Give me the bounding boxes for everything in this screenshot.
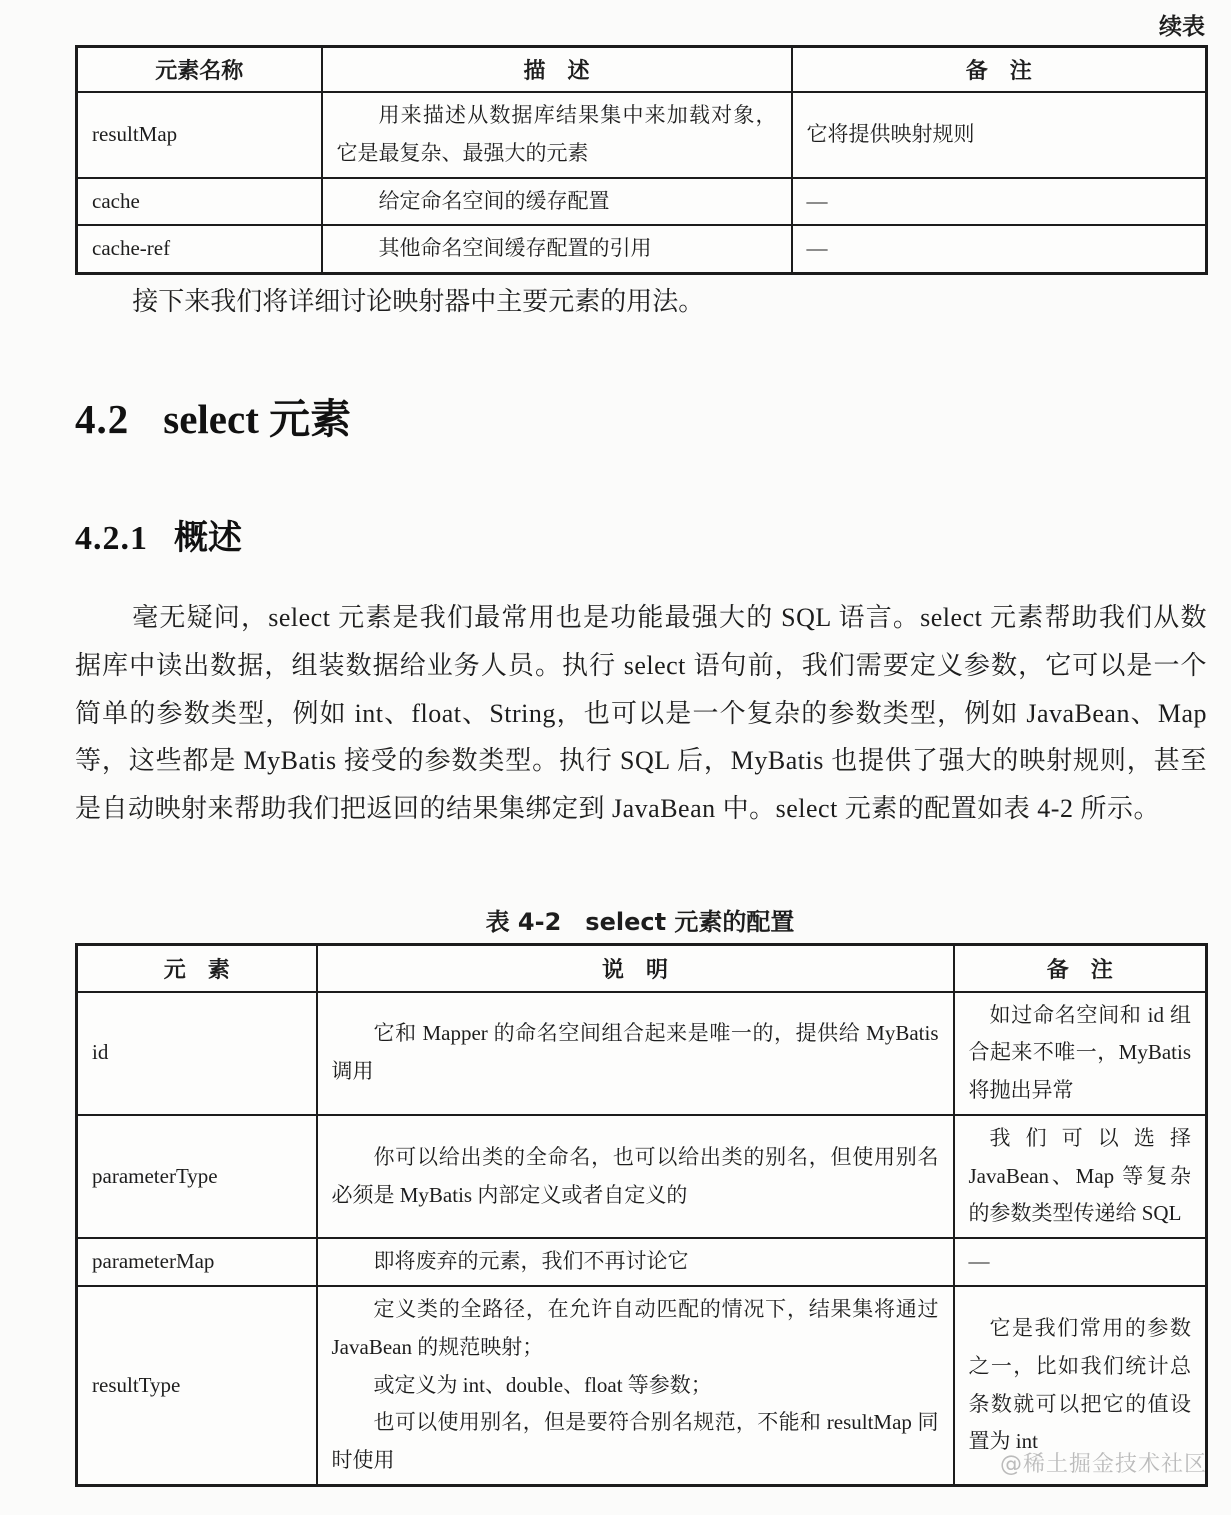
description-line: 或定义为 int、double、float 等参数； [373, 1372, 712, 1397]
remark-cell: — [954, 1238, 1207, 1286]
column-header-element-name: 元素名称 [77, 47, 322, 92]
remark-cell: 它是我们常用的参数之一，比如我们统计总条数就可以把它的值设置为 int [954, 1286, 1207, 1485]
description-line: 也可以使用别名，但是要符合别名规范，不能和 resultMap 同时使用 [331, 1410, 939, 1473]
element-name-cell: parameterMap [77, 1238, 317, 1286]
subsection-heading [75, 510, 242, 559]
remark-cell: — [792, 178, 1207, 226]
column-header-description: 描 述 [322, 47, 792, 92]
table-header-row [77, 945, 1207, 992]
table-row [77, 1115, 1207, 1238]
description-line: 定义类的全路径，在允许自动匹配的情况下，结果集将通过 JavaBean 的规范映射； [331, 1297, 939, 1359]
table-row [77, 225, 1207, 273]
column-header-remark: 备 注 [792, 47, 1207, 92]
intro-paragraph: 接下来我们将详细讨论映射器中主要元素的用法。 [132, 287, 705, 316]
element-name-cell: id [77, 992, 317, 1115]
description-cell: 即将废弃的元素，我们不再讨论它 [317, 1238, 954, 1286]
section-number: 4.2 [75, 396, 130, 442]
element-name-cell: resultType [77, 1286, 317, 1485]
column-header-explanation: 说 明 [317, 945, 954, 992]
description-cell: 用来描述从数据库结果集中来加载对象，它是最复杂、最强大的元素 [322, 92, 792, 178]
element-name-cell: cache-ref [77, 225, 322, 273]
overview-paragraph: 毫无疑问，select 元素是我们最常用也是功能最强大的 SQL 语言。select 元素帮助我们从数据库中读出数据，组装数据给业务人员。执行 select 语句前，我们需要定义参数，它可以是一个简单的参数类型，例如 int、float、String，也可以是一个复杂的参数类型，例如 JavaBean、Map 等，这些都是 MyBatis 接受的参数类型。执行 SQL 后，MyBatis 也提供了强大的映射规则，甚至是自动映射来帮助我们把返回的结果集绑定到 JavaBean 中。select 元素的配置如表 4-2 所示。 [75, 603, 1207, 824]
description-cell: 你可以给出类的全命名，也可以给出类的别名，但使用别名必须是 MyBatis 内部定义或者自定义的 [317, 1115, 954, 1238]
description-cell [317, 1286, 954, 1485]
table-caption: 表 4-2 select 元素的配置 [485, 908, 795, 936]
description-cell: 给定命名空间的缓存配置 [322, 178, 792, 226]
table-row [77, 178, 1207, 226]
select-config-table [75, 943, 1208, 1487]
site-watermark: @稀土掘金技术社区 [999, 1452, 1207, 1477]
remark-cell: 我们可以选择 JavaBean、Map 等复杂的参数类型传递给 SQL [954, 1115, 1207, 1238]
element-name-cell: parameterType [77, 1115, 317, 1238]
section-heading [75, 386, 351, 445]
remark-cell: 它将提供映射规则 [792, 92, 1207, 178]
section-title: select 元素 [163, 396, 352, 442]
table-row [77, 92, 1207, 178]
element-name-cell: cache [77, 178, 322, 226]
element-name-cell: resultMap [77, 92, 322, 178]
description-cell: 其他命名空间缓存配置的引用 [322, 225, 792, 273]
remark-cell: — [792, 225, 1207, 273]
column-header-element: 元 素 [77, 945, 317, 992]
description-cell: 它和 Mapper 的命名空间组合起来是唯一的，提供给 MyBatis 调用 [317, 992, 954, 1115]
subsection-title: 概述 [174, 520, 242, 557]
table-row [77, 992, 1207, 1115]
table-header-row [77, 47, 1207, 92]
mapper-elements-table [75, 45, 1208, 275]
subsection-number: 4.2.1 [75, 520, 148, 557]
column-header-remark: 备 注 [954, 945, 1207, 992]
continued-table-label: 续表 [1159, 14, 1205, 40]
table-row [77, 1238, 1207, 1286]
remark-cell: 如过命名空间和 id 组合起来不唯一，MyBatis 将抛出异常 [954, 992, 1207, 1115]
